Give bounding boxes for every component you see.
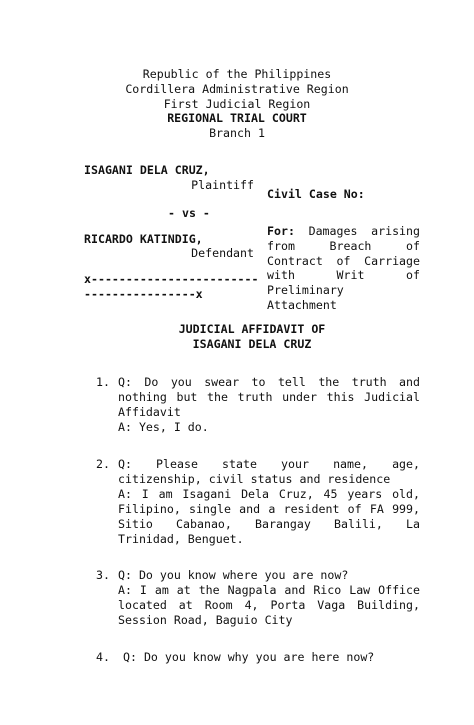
answer-text: A: Yes, I do. <box>118 419 209 434</box>
title-line-2: ISAGANI DELA CRUZ <box>192 336 312 351</box>
answer-text: A: I am Isagani Dela Cruz, 45 years old, Filipino, single and a resident of FA 999, Sitio Cabanao, Barangay Balili, La Trinidad, Benguet. <box>118 486 420 546</box>
court-header <box>0 67 474 141</box>
case-subject <box>267 224 420 313</box>
header-judicial-region: First Judicial Region <box>163 96 311 111</box>
item-number: 1. <box>96 375 110 389</box>
header-republic: Republic of the Philippines <box>142 67 332 81</box>
caption-separator-1: x------------------------ <box>84 272 259 286</box>
for-label: For: <box>267 224 295 238</box>
header-branch: Branch 1 <box>209 126 265 141</box>
question-text: Q: Please state your name, age, citizenship, civil status and residence <box>118 457 420 486</box>
title-line-1: JUDICIAL AFFIDAVIT OF <box>178 322 326 336</box>
item-number: 4. <box>96 650 110 664</box>
defendant-name: RICARDO KATINDIG, <box>84 232 203 246</box>
question-text: Q: Do you know where you are now? <box>118 568 349 582</box>
versus-label: - vs - <box>168 206 210 220</box>
header-region: Cordillera Administrative Region <box>125 81 349 96</box>
list-item <box>118 568 420 628</box>
civil-case-label: Civil Case No: <box>267 187 365 201</box>
item-number: 2. <box>96 457 110 471</box>
question-text: Q: Do you swear to tell the truth and nothing but the truth under this Judicial Affidavit <box>118 375 420 419</box>
defendant-role: Defendant <box>191 246 254 260</box>
header-court: REGIONAL TRIAL COURT <box>167 111 307 126</box>
list-item <box>118 457 420 546</box>
plaintiff-role: Plaintiff <box>191 178 254 192</box>
affidavit-title <box>15 322 474 352</box>
plaintiff-name: ISAGANI DELA CRUZ, <box>84 163 210 177</box>
item-number: 3. <box>96 568 110 582</box>
list-item <box>123 650 420 665</box>
for-text: Damages arising from Breach of Contract of Carriage with Writ of Preliminary Attachment <box>267 224 420 312</box>
caption-separator-2: ----------------x <box>84 287 203 301</box>
list-item <box>118 375 420 435</box>
answer-text: A: I am at the Nagpala and Rico Law Office located at Room 4, Porta Vaga Building, Session Road, Baguio City <box>118 582 420 627</box>
question-text: Q: Do you know why you are here now? <box>123 650 375 664</box>
